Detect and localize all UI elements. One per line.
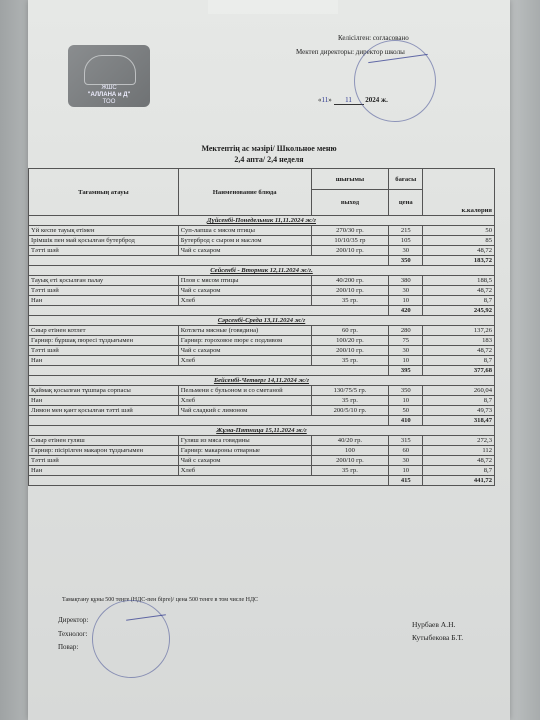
dish-ru-cell: Чай с сахаром [178, 346, 311, 356]
kcal-cell: 137,26 [423, 326, 495, 336]
price-cell: 30 [389, 246, 423, 256]
dish-kz-cell: Тәтті шәй [29, 456, 179, 466]
dish-kz-cell: Нан [29, 396, 179, 406]
table-row [29, 446, 495, 456]
table-row [29, 296, 495, 306]
table-row [29, 396, 495, 406]
kcal-cell: 48,72 [423, 456, 495, 466]
dish-ru-cell: Хлеб [178, 356, 311, 366]
price-cell: 30 [389, 346, 423, 356]
price-cell: 50 [389, 406, 423, 416]
total-row [29, 416, 495, 426]
price-cell: 380 [389, 276, 423, 286]
kcal-cell: 8,7 [423, 296, 495, 306]
total-price: 410 [389, 416, 423, 426]
portion-cell: 60 гр. [311, 326, 389, 336]
total-kcal: 441,72 [423, 476, 495, 486]
menu-subtitle: 2,4 апта/ 2,4 неделя [234, 155, 304, 164]
kcal-cell: 85 [423, 236, 495, 246]
price-cell: 280 [389, 326, 423, 336]
day-title: Дүйсенбі-Понедельник 11,11.2024 ж/г [29, 216, 495, 226]
portion-cell: 35 гр. [311, 296, 389, 306]
total-row [29, 256, 495, 266]
total-spacer [29, 256, 389, 266]
portion-cell: 270/30 гр. [311, 226, 389, 236]
total-spacer [29, 366, 389, 376]
table-row [29, 456, 495, 466]
portion-cell: 35 гр. [311, 466, 389, 476]
portion-cell: 35 гр. [311, 396, 389, 406]
company-logo: ЖШС "АЛЛАНА и Д" ТОО [68, 45, 150, 107]
approval-director: Мектеп директоры: директор школы [296, 48, 405, 56]
name-director: Нурбаев А.Н. [412, 620, 456, 629]
price-cell: 315 [389, 436, 423, 446]
portion-cell: 35 гр. [311, 356, 389, 366]
table-row [29, 246, 495, 256]
kcal-cell: 112 [423, 446, 495, 456]
table-row [29, 336, 495, 346]
dish-kz-cell: Қаймақ қосылған тұшпара сорпасы [29, 386, 179, 396]
day-header-row [29, 426, 495, 436]
dish-kz-cell: Сиыр етінен гуляш [29, 436, 179, 446]
dish-ru-cell: Гарнир: гороховое пюре с подливом [178, 336, 311, 346]
header-ru-name: Наименование блюда [178, 169, 311, 216]
dish-kz-cell: Үй кеспе тауық етімен [29, 226, 179, 236]
price-cell: 105 [389, 236, 423, 246]
header-cena: цена [389, 190, 423, 216]
total-price: 395 [389, 366, 423, 376]
header-bagasy: бағасы [389, 169, 423, 190]
kcal-cell: 48,72 [423, 246, 495, 256]
price-cell: 30 [389, 286, 423, 296]
total-kcal: 377,68 [423, 366, 495, 376]
approval-agreed: Келісілген: согласовано [338, 34, 409, 42]
label-technologist: Технолог: [58, 630, 88, 638]
name-technologist: Кутыбекова Б.Т. [412, 633, 464, 642]
price-cell: 30 [389, 456, 423, 466]
total-row [29, 476, 495, 486]
dish-ru-cell: Чай с сахаром [178, 286, 311, 296]
dish-ru-cell: Гарнир: макароны отварные [178, 446, 311, 456]
total-price: 415 [389, 476, 423, 486]
price-cell: 215 [389, 226, 423, 236]
table-row [29, 356, 495, 366]
total-spacer [29, 306, 389, 316]
table-row [29, 406, 495, 416]
dish-kz-cell: Тәтті шәй [29, 246, 179, 256]
total-kcal: 245,92 [423, 306, 495, 316]
price-cell: 10 [389, 466, 423, 476]
total-kcal: 183,72 [423, 256, 495, 266]
header-shygymy: шығымы [311, 169, 389, 190]
day-header-row [29, 266, 495, 276]
dish-kz-cell: Лимон мен қант қосылған тәтті шәй [29, 406, 179, 416]
approval-date: «11» 11 2024 ж. [318, 96, 388, 104]
kcal-cell: 8,7 [423, 466, 495, 476]
portion-cell: 130/75/5 гр. [311, 386, 389, 396]
dish-ru-cell: Котлеты мясные (говядина) [178, 326, 311, 336]
portion-cell: 100 [311, 446, 389, 456]
company-stamp [92, 600, 170, 678]
dish-kz-cell: Ірімшік пен май қосылған бутерброд [29, 236, 179, 246]
table-row [29, 436, 495, 446]
kcal-cell: 48,72 [423, 346, 495, 356]
dish-kz-cell: Тауық еті қосылған палау [29, 276, 179, 286]
dish-ru-cell: Хлеб [178, 296, 311, 306]
kcal-cell: 50 [423, 226, 495, 236]
portion-cell: 10/10/35 гр [311, 236, 389, 246]
header-kz-name: Тағамның атауы [29, 169, 179, 216]
dish-kz-cell: Тәтті шәй [29, 286, 179, 296]
table-row [29, 326, 495, 336]
school-stamp [354, 40, 436, 122]
table-row [29, 466, 495, 476]
dish-ru-cell: Гуляш из мяса говядины [178, 436, 311, 446]
kcal-cell: 49,73 [423, 406, 495, 416]
kcal-cell: 272,3 [423, 436, 495, 446]
dish-ru-cell: Чай сладкий с лимоном [178, 406, 311, 416]
table-row [29, 236, 495, 246]
menu-title: Мектептің ас мәзірі/ Школьное меню [201, 144, 337, 153]
total-row [29, 366, 495, 376]
day-title: Сейсенбі - Вторник 12,11.2024 ж/г. [29, 266, 495, 276]
total-price: 350 [389, 256, 423, 266]
price-cell: 350 [389, 386, 423, 396]
total-spacer [29, 416, 389, 426]
dish-ru-cell: Плов с мясом птицы [178, 276, 311, 286]
header-kcal: к.калория [423, 169, 495, 216]
dish-kz-cell: Нан [29, 466, 179, 476]
price-cell: 10 [389, 356, 423, 366]
dish-ru-cell: Бутерброд с сыром и маслом [178, 236, 311, 246]
dish-kz-cell: Сиыр етінен котлет [29, 326, 179, 336]
table-row [29, 286, 495, 296]
portion-cell: 200/10 гр. [311, 346, 389, 356]
day-header-row [29, 216, 495, 226]
dish-ru-cell: Хлеб [178, 396, 311, 406]
day-title: Жұма-Пятница 15,11.2024 ж/г [29, 426, 495, 436]
dish-kz-cell: Гарнир: бұршақ пюресі тұздығымен [29, 336, 179, 346]
menu-table [28, 168, 495, 486]
portion-cell: 40/20 гр. [311, 436, 389, 446]
dish-ru-cell: Суп-лапша с мясом птицы [178, 226, 311, 236]
dish-kz-cell: Нан [29, 296, 179, 306]
total-row [29, 306, 495, 316]
dish-ru-cell: Чай с сахаром [178, 246, 311, 256]
price-cell: 10 [389, 296, 423, 306]
kcal-cell: 8,7 [423, 396, 495, 406]
tape-top [208, 0, 338, 14]
label-cook: Повар: [58, 643, 79, 651]
day-title: Сәрсенбі-Среда 13,11.2024 ж/г [29, 316, 495, 326]
kcal-cell: 260,04 [423, 386, 495, 396]
price-cell: 75 [389, 336, 423, 346]
dish-kz-cell: Нан [29, 356, 179, 366]
total-kcal: 318,47 [423, 416, 495, 426]
dish-kz-cell: Гарнир: пісірілген макарон тұздығымен [29, 446, 179, 456]
portion-cell: 200/10 гр. [311, 286, 389, 296]
label-director: Директор: [58, 616, 89, 624]
total-spacer [29, 476, 389, 486]
portion-cell: 200/10 гр. [311, 246, 389, 256]
portion-cell: 40/200 гр. [311, 276, 389, 286]
dish-ru-cell: Хлеб [178, 466, 311, 476]
table-row [29, 346, 495, 356]
day-header-row [29, 316, 495, 326]
total-price: 420 [389, 306, 423, 316]
kcal-cell: 8,7 [423, 356, 495, 366]
header-vyhod: выход [311, 190, 389, 216]
price-cell: 60 [389, 446, 423, 456]
kcal-cell: 188,5 [423, 276, 495, 286]
price-note: Тамақтану құны 500 теңге (НДС-пен бірге)/ цена 500 тенге в том числе НДС [62, 597, 259, 603]
dish-ru-cell: Пельмени с бульоном и со сметаной [178, 386, 311, 396]
dish-kz-cell: Тәтті шәй [29, 346, 179, 356]
portion-cell: 200/5/10 гр. [311, 406, 389, 416]
kcal-cell: 48,72 [423, 286, 495, 296]
table-row [29, 276, 495, 286]
price-cell: 10 [389, 396, 423, 406]
table-row [29, 386, 495, 396]
dish-ru-cell: Чай с сахаром [178, 456, 311, 466]
table-row [29, 226, 495, 236]
day-header-row [29, 376, 495, 386]
portion-cell: 100/20 гр. [311, 336, 389, 346]
portion-cell: 200/10 гр. [311, 456, 389, 466]
kcal-cell: 183 [423, 336, 495, 346]
day-title: Бейсенбі-Четверг 14,11.2024 ж/г [29, 376, 495, 386]
